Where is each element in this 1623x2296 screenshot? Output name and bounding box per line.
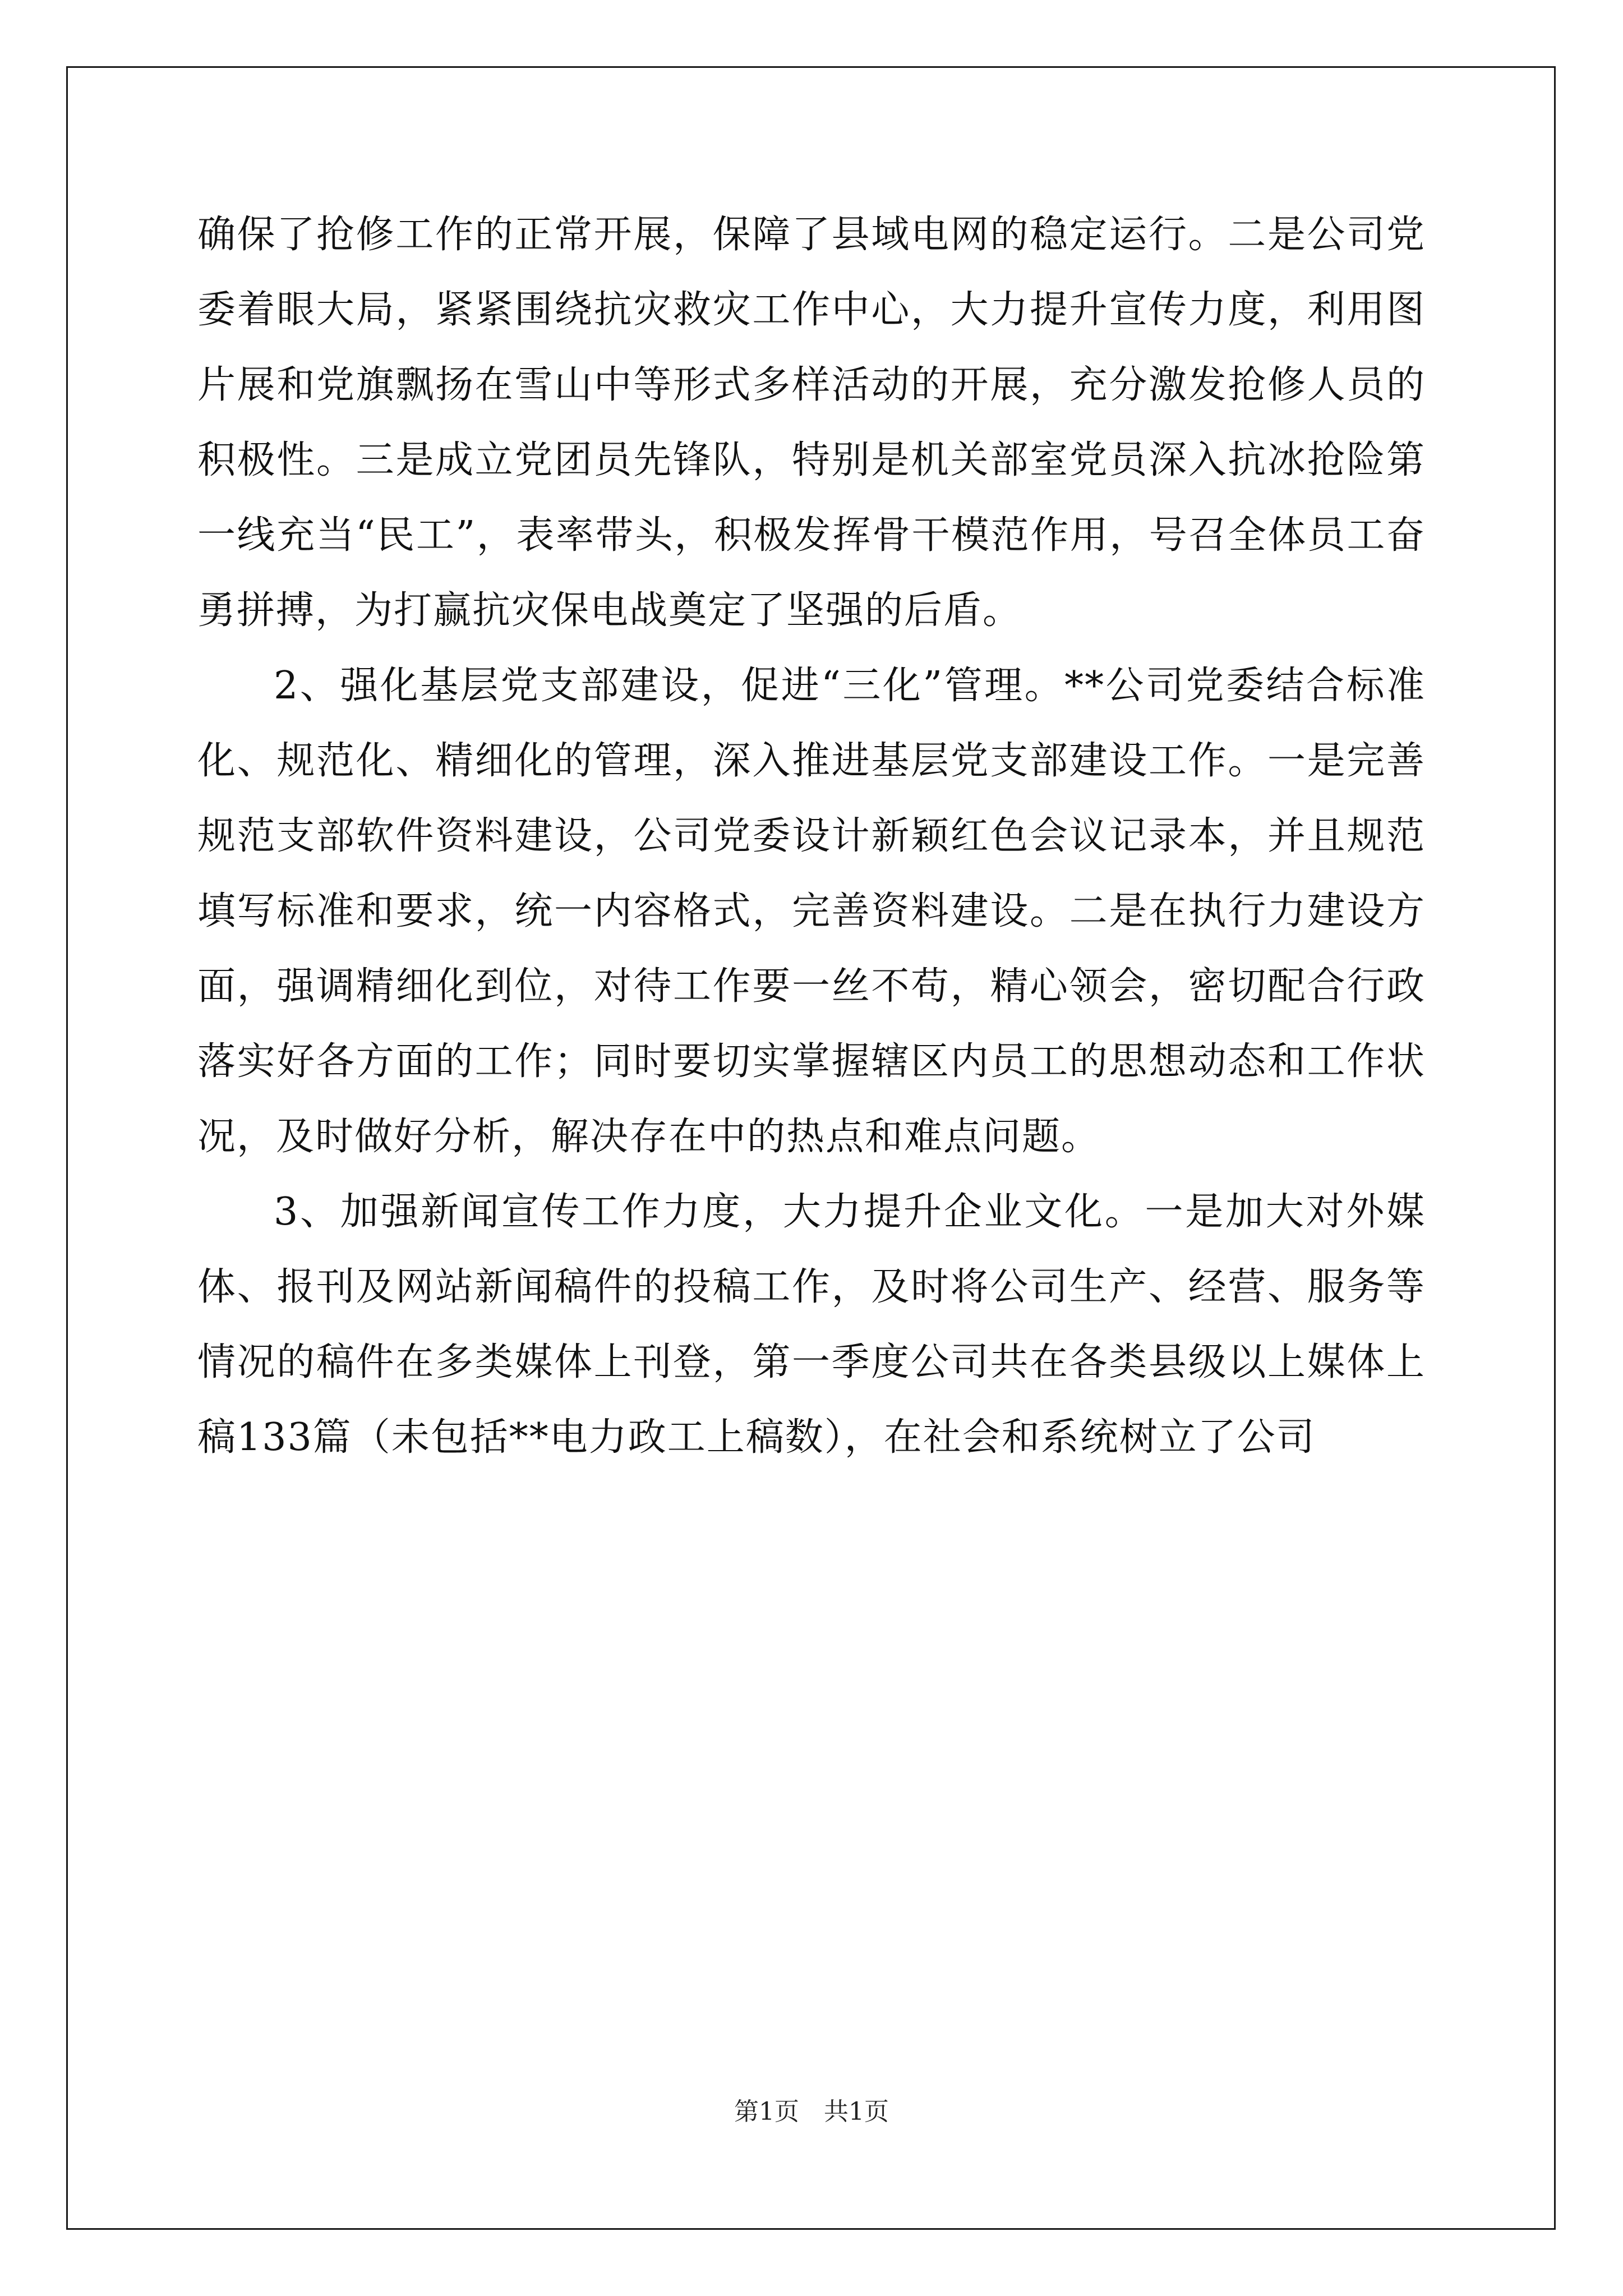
paragraph-2: 2、强化基层党支部建设，促进“三化”管理。**公司党委结合标准化、规范化、精细化的管理，深入推进基层党支部建设工作。一是完善规范支部软件资料建设，公司党委设计新颖红色会议记录本，并且规范填写标准和要求，统一内容格式，完善资料建设。二是在执行力建设方面，强调精细化到位，对待工作要一丝不苟，精心领会，密切配合行政落实好各方面的工作；同时要切实掌握辖区内员工的思想动态和工作状况，及时做好分析，解决存在中的热点和难点问题。 xyxy=(197,664,1426,1159)
page-total: 共1页 xyxy=(824,2097,889,2126)
paragraph-1: 确保了抢修工作的正常开展，保障了县域电网的稳定运行。二是公司党委着眼大局，紧紧围绕抗灾救灾工作中心，大力提升宣传力度，利用图片展和党旗飘扬在雪山中等形式多样活动的开展，充分激发抢修人员的积极性。三是成立党团员先锋队，特别是机关部室党员深入抗冰抢险第一线充当“民工”，表率带头，积极发挥骨干模范作用，号召全体员工奋勇拼搏，为打赢抗灾保电战奠定了坚强的后盾。 xyxy=(197,213,1426,633)
paragraph-3: 3、加强新闻宣传工作力度，大力提升企业文化。一是加大对外媒体、报刊及网站新闻稿件的投稿工作，及时将公司生产、经营、服务等情况的稿件在多类媒体上刊登，第一季度公司共在各类县级以上媒体上稿133篇（未包括**电力政工上稿数），在社会和系统树立了公司 xyxy=(197,1190,1426,1460)
page-footer xyxy=(0,2091,1623,2127)
document-body xyxy=(197,197,1426,1475)
page-number: 第1页 xyxy=(734,2097,799,2126)
